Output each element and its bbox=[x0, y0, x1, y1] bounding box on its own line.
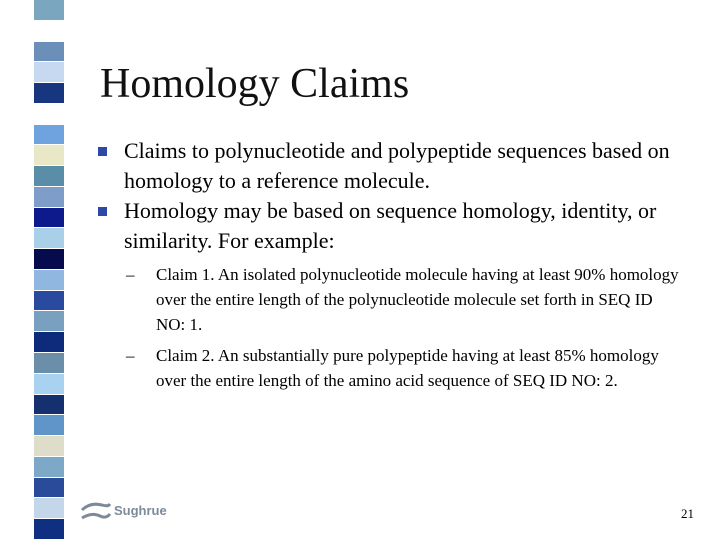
sub-bullet-list bbox=[126, 262, 686, 399]
bullet-text: Claims to polynucleotide and polypeptide sequences based on homology to a reference molecule. bbox=[124, 138, 670, 193]
bullet-item bbox=[96, 196, 696, 256]
stripe-block bbox=[34, 228, 64, 249]
stripe-block bbox=[34, 311, 64, 332]
stripe-block bbox=[34, 436, 64, 457]
logo-swoosh-icon bbox=[80, 500, 112, 526]
stripe-block bbox=[34, 353, 64, 374]
stripe-block bbox=[34, 374, 64, 395]
stripe-block bbox=[34, 498, 64, 519]
stripe-block bbox=[34, 166, 64, 187]
stripe-block bbox=[34, 457, 64, 478]
page-number: 21 bbox=[681, 506, 694, 521]
sub-bullet-text: Claim 1. An isolated polynucleotide molecule having at least 90% homology over the entire length of the polynucleotide molecule set forth in SEQ ID NO: 1. bbox=[156, 265, 679, 334]
decorative-stripe-column bbox=[34, 0, 64, 540]
stripe-block bbox=[34, 291, 64, 312]
stripe-block bbox=[34, 125, 64, 146]
bullet-text: Homology may be based on sequence homology, identity, or similarity. For example: bbox=[124, 198, 657, 253]
sub-bullet-item bbox=[126, 343, 686, 393]
square-bullet-icon bbox=[98, 147, 107, 156]
dash-marker: – bbox=[126, 265, 135, 284]
sub-bullet-text: Claim 2. An substantially pure polypeptide having at least 85% homology over the entire length of the amino acid sequence of SEQ ID NO: 2. bbox=[156, 346, 659, 390]
stripe-block bbox=[34, 187, 64, 208]
stripe-block bbox=[34, 415, 64, 436]
stripe-block bbox=[34, 332, 64, 353]
stripe-block bbox=[34, 62, 64, 83]
square-bullet-icon bbox=[98, 207, 107, 216]
company-logo bbox=[80, 500, 190, 528]
stripe-block bbox=[34, 21, 64, 42]
stripe-block bbox=[34, 42, 64, 63]
stripe-block bbox=[34, 270, 64, 291]
stripe-block bbox=[34, 395, 64, 416]
stripe-block bbox=[34, 104, 64, 125]
bullet-item bbox=[96, 136, 696, 196]
stripe-block bbox=[34, 519, 64, 540]
bullet-list bbox=[96, 136, 696, 256]
sub-bullet-item bbox=[126, 262, 686, 337]
stripe-block bbox=[34, 249, 64, 270]
stripe-block bbox=[34, 0, 64, 21]
logo-text: Sughrue bbox=[114, 503, 167, 518]
slide-title: Homology Claims bbox=[100, 61, 410, 107]
stripe-block bbox=[34, 145, 64, 166]
dash-marker: – bbox=[126, 346, 135, 365]
stripe-block bbox=[34, 478, 64, 499]
stripe-block bbox=[34, 208, 64, 229]
stripe-block bbox=[34, 83, 64, 104]
